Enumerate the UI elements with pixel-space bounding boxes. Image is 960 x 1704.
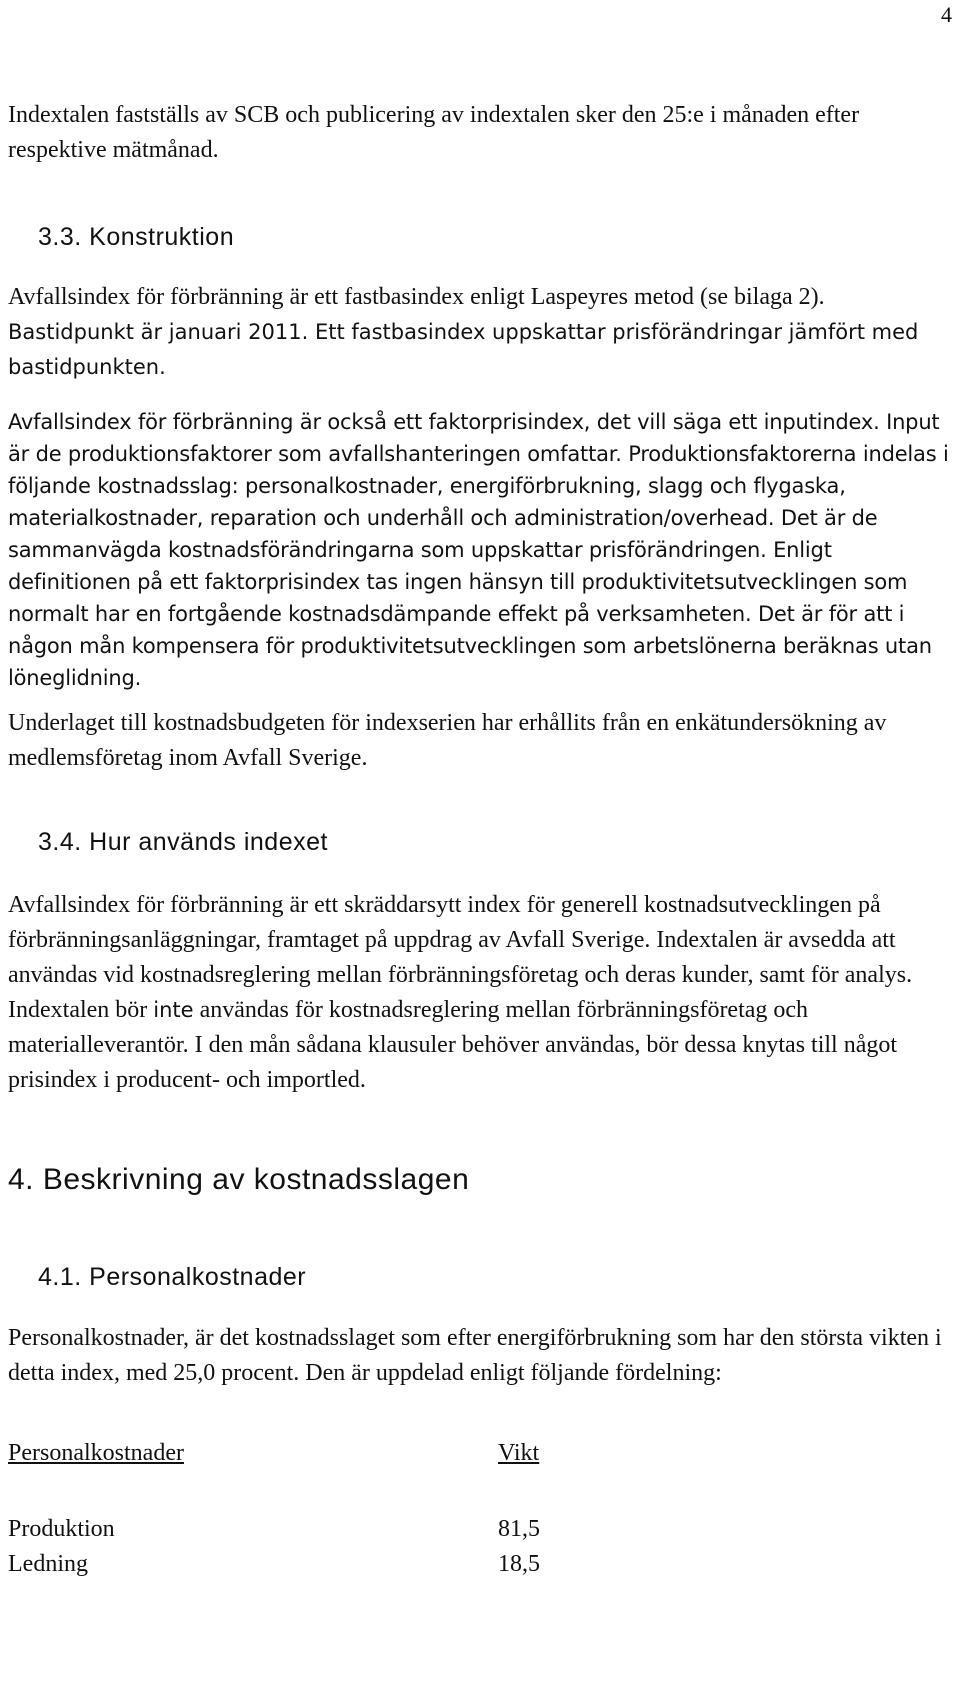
section-3-4-emphasis: inte [153,998,194,1022]
section-4-heading: 4. Beskrivning av kostnadsslagen [8,1163,470,1196]
section-4-1-paragraph: Personalkostnader, är det kostnadsslaget som efter energiförbrukning som har den största vikten i detta index, med 25,0 procent. Den är uppdelad enligt följande fördelning: [8,1325,942,1386]
section-4-1-heading: 4.1. Personalkostnader [38,1263,307,1291]
page-number: 4 [941,2,952,27]
table-row [8,1516,568,1551]
section-3-4-text-c: användas för kostnadsreglering mellan förbränningsföretag och materialleverantör. I den mån sådana klausuler behöver användas, bör dessa knytas till något prisindex i producent- och importled. [8,997,898,1093]
table-cell-weight: 81,5 [498,1516,540,1542]
table-header-row [8,1440,568,1475]
intro-paragraph: Indextalen fastställs av SCB och publicering av indextalen sker den 25:e i månaden efter respektive mätmånad. [8,102,860,163]
section-3-3-heading: 3.3. Konstruktion [38,223,235,251]
table-header-weight: Vikt [498,1440,540,1466]
table-cell-category: Ledning [8,1551,88,1577]
section-3-3-paragraph-1 [8,280,953,385]
table-cell-category: Produktion [8,1516,115,1542]
section-3-3-paragraph-3: Underlaget till kostnadsbudgeten för indexserien har erhållits från en enkätundersökning av medlemsföretag inom Avfall Sverige. [8,710,887,771]
weights-table [8,1440,568,1586]
section-3-3-paragraph-1-serif: Avfallsindex för förbränning är ett fastbasindex enligt Laspeyres metod (se bilaga 2). [8,284,825,310]
section-3-4-heading: 3.4. Hur används indexet [38,828,328,856]
table-cell-weight: 18,5 [498,1551,540,1577]
table-row [8,1551,568,1586]
section-3-4-paragraph [8,888,953,1098]
table-header-category: Personalkostnader [8,1440,184,1466]
section-3-3-paragraph-2: Avfallsindex för förbränning är också ett faktorprisindex, det vill säga ett inputindex. Input är de produktionsfaktorer som avfallshanteringen omfattar. Produktionsfaktorerna indelas i följande kostnadsslag: personalkostnader, energiförbrukning, slagg och flygaska, materialkostnader, reparation och underhåll och administration/overhead. Det är de sammanvägda kostnadsförändringarna som uppskattar prisförändringen. Enligt definitionen på ett faktorprisindex tas ingen hänsyn till produktivitetsutvecklingen som normalt har en fortgående kostnadsdämpande effekt på verksamheten. Det är för att i någon mån kompensera för produktivitetsutvecklingen som arbetslönerna beräknas utan löneglidning. [8,410,949,690]
section-3-3-paragraph-1-sans: Bastidpunkt är januari 2011. Ett fastbasindex uppskattar prisförändringar jämfört med bastidpunkten. [8,320,919,379]
section-3-4-text-a: Avfallsindex för förbränning är ett skräddarsytt index för generell kostnadsutvecklingen på förbränningsanläggningar, framtaget på uppdrag av Avfall Sverige. Indextalen är avsedda att användas vid kostnadsreglering mellan förbränningsföretag och deras kunder, samt för analys. Indextalen bör [8,892,913,1023]
